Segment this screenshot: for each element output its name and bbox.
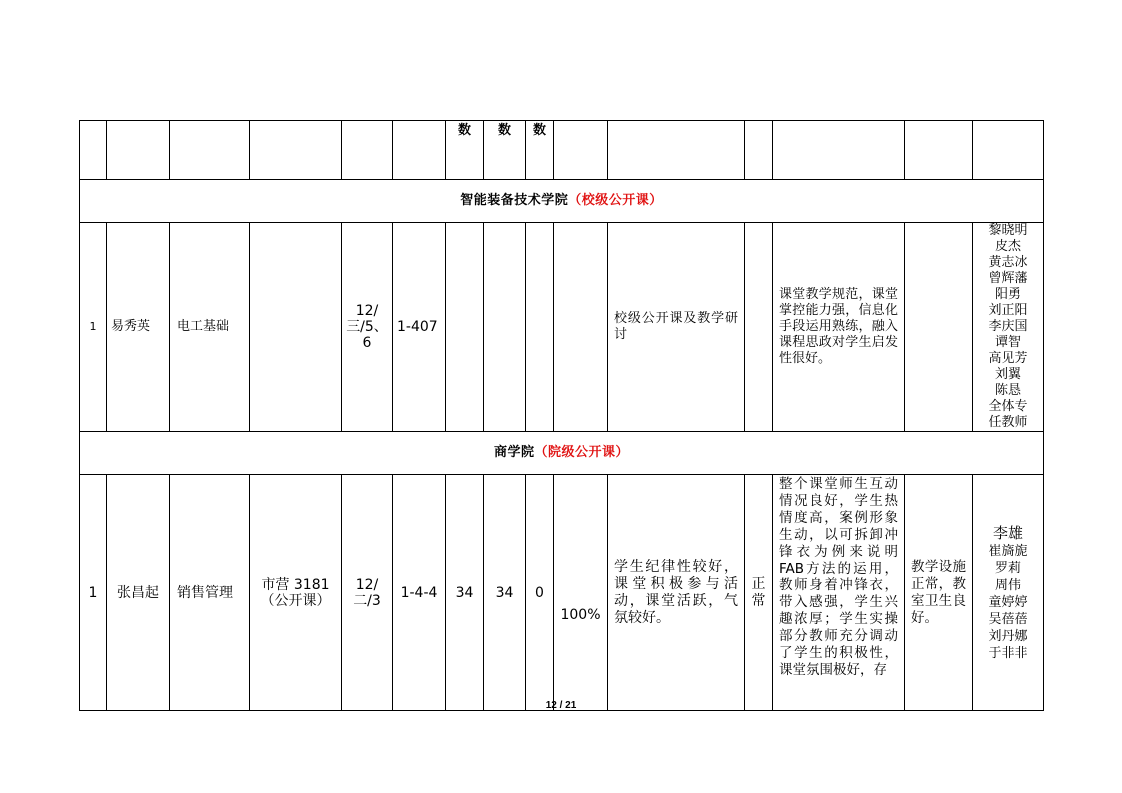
header-cell [342,121,393,180]
header-cell [393,121,446,180]
purpose-text: 学生纪律性较好，课堂积极参与活动，课堂活跃，气氛较好。 [608,475,745,711]
row-number: 1 [80,223,107,432]
observer-name: 童婷婷 [988,594,1028,610]
date-period: 12/二/3 [342,475,393,711]
count-cell: 34 [446,475,484,711]
count-cell: 0 [526,475,554,711]
environment-text: 教学设施正常，教室卫生良好。 [905,475,973,711]
observer-name: 谭智 [994,335,1021,350]
status-text: 正常 [745,475,773,711]
course-observation-table [79,120,1044,711]
header-cell [250,121,342,180]
observer-name: 周伟 [994,577,1021,593]
section-title-cell [80,432,1044,475]
observer-name: 刘正阳 [988,303,1028,318]
observer-name: 刘翼 [994,367,1021,382]
status-text [745,223,773,432]
observers-cell [973,475,1044,711]
header-cell [608,121,745,180]
observer-name: 任教师 [988,415,1028,430]
page-number: 12 / 21 [545,700,577,711]
section-header [80,432,1044,475]
observer-name: 黎晓明 [988,223,1028,238]
teacher-name: 张昌起 [107,475,170,711]
room: 1-4-4 [393,475,446,711]
section-level: （院级公开课） [534,445,630,460]
observer-name: 曾辉藩 [988,271,1028,286]
section-header [80,180,1044,223]
observer-name: 阳勇 [994,287,1021,302]
header-cell [773,121,905,180]
attendance-rate: 100% [554,475,608,711]
review-text: 整个课堂师生互动情况良好，学生热情度高，案例形象生动，以可拆卸冲锋衣为例来说明FAB方法的运用，教师身着冲锋衣，带入感强，学生兴趣浓厚；学生实操部分教师充分调动了学生的积极性，课堂氛围极好，存 [773,475,905,711]
course-name: 电工基础 [170,223,250,432]
row-number: 1 [80,475,107,711]
environment-text [905,223,973,432]
header-count-label: 数 [526,121,554,180]
purpose-text: 校级公开课及教学研讨 [608,223,745,432]
header-count-label: 数 [484,121,526,180]
section-title: 智能装备技术学院 [460,193,569,208]
count-cell [446,223,484,432]
observer-name: 刘丹娜 [988,628,1028,644]
header-cell [80,121,107,180]
review-text: 课堂教学规范，课堂掌控能力强，信息化手段运用熟练，融入课程思政对学生启发性很好。 [773,223,905,432]
course-name: 销售管理 [170,475,250,711]
header-cell [905,121,973,180]
observer-name: 吴蓓蓓 [988,611,1028,627]
observer-name: 李庆国 [988,319,1028,334]
header-cell [554,121,608,180]
observer-name: 陈恳 [994,383,1021,398]
teacher-name: 易秀英 [107,223,170,432]
section-title: 商学院 [493,445,535,460]
header-row [80,121,1044,180]
observer-name: 黄志冰 [988,255,1028,270]
header-cell [745,121,773,180]
observer-name: 高见芳 [988,351,1028,366]
class-name: 市营 3181（公开课） [250,475,342,711]
observers-cell [973,223,1044,432]
observer-name: 崔旖旎 [988,543,1028,559]
observer-name: 于非非 [988,645,1028,661]
header-count-label: 数 [446,121,484,180]
header-cell [107,121,170,180]
date-period: 12/三/5、6 [342,223,393,432]
observer-name: 罗莉 [994,560,1021,576]
attendance-rate [554,223,608,432]
observer-name: 全体专 [988,399,1028,414]
count-cell [484,223,526,432]
count-cell: 34 [484,475,526,711]
count-cell [526,223,554,432]
observer-name: 李雄 [992,523,1023,542]
section-level: （校级公开课） [568,193,663,208]
class-name [250,223,342,432]
room: 1-407 [393,223,446,432]
table-row [80,223,1044,432]
table-row [80,475,1044,711]
header-cell [170,121,250,180]
section-title-cell [80,180,1044,223]
observer-name: 皮杰 [994,239,1021,254]
header-cell [973,121,1044,180]
